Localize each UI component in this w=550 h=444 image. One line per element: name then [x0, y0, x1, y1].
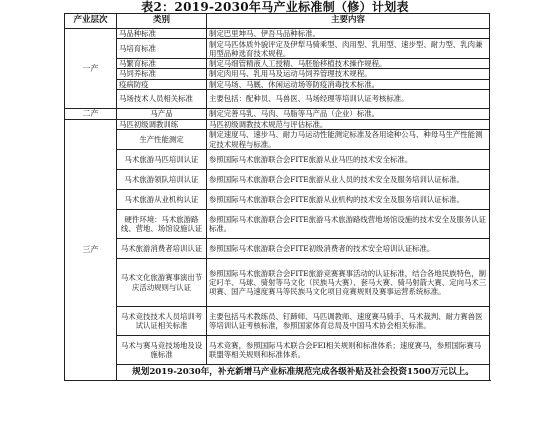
content-cell: 制定肉用马、乳用马及运动马饲养管理技术规程。 [207, 69, 490, 79]
category-cell: 马术竞技技术人员培训考试认证相关标准 [117, 307, 207, 336]
content-cell: 参照国际马术旅游联合会FITE旅游从业人员的技术安全及服务培训认证标准。 [207, 170, 490, 190]
header-category: 类别 [117, 14, 207, 29]
table-row [65, 39, 490, 59]
level-cell: 一产 [65, 29, 117, 109]
content-cell: 参照国际马术旅游联合会FITE初级消费者的技术安全培训认证标准。 [207, 239, 490, 259]
category-cell: 疫病防疫 [117, 79, 207, 89]
category-cell: 马饲养标准 [117, 69, 207, 79]
header-content: 主要内容 [207, 14, 490, 29]
content-cell: 制定速度马、速步马、耐力马运动性能测定标准及各用途种公马、种母马生产性能测定技术规程与标准。 [207, 130, 490, 150]
table-row [65, 170, 490, 190]
content-cell: 制定完善马乳、马肉、马脂等马产品（企业）标准。 [207, 108, 490, 119]
category-cell: 马术与赛马竞技场地及设施标准 [117, 336, 207, 365]
content-cell: 主要包括马术教练员、钉蹄师、马匹调教师、速度赛马骑手、马术裁判、耐力赛兽医等培训认证考核标准，参照国家体育总局及中国马术协会相关标准。 [207, 307, 490, 336]
header-level: 产业层次 [65, 14, 117, 29]
standards-plan-table [64, 13, 490, 381]
category-cell: 马术旅游从业机构认证 [117, 190, 207, 210]
level-cell: 二产 [65, 108, 117, 119]
table-row [65, 29, 490, 39]
content-cell: 马术竞赛，参照国际马术联合会FEI相关规则和标准体系；速度赛马，参照国际赛马联盟等相关规则和标准体系。 [207, 336, 490, 365]
table-row [65, 259, 490, 307]
table-footer-row [65, 365, 490, 381]
content-cell: 参照国际马术旅游联合会FITE旅游马术旅游路线营地场馆设施的技术安全及服务认证标准。 [207, 210, 490, 239]
table-row [65, 89, 490, 108]
category-cell: 马繁育标准 [117, 59, 207, 69]
content-cell: 主要包括：配种员、马兽医、马场经理等培训认证考核标准。 [207, 89, 490, 108]
category-cell: 马产品 [117, 108, 207, 119]
table-row [65, 69, 490, 79]
table-row [65, 239, 490, 259]
content-cell: 参照国际马术旅游联合会FITE旅游从业机构的技术安全及服务培训认证标准。 [207, 190, 490, 210]
category-cell: 生产性能测定 [117, 130, 207, 150]
table-row [65, 59, 490, 69]
category-cell: 马术旅游马匹培训认证 [117, 150, 207, 170]
category-cell: 马品种标准 [117, 29, 207, 39]
table-row [65, 210, 490, 239]
content-cell: 制定巴里坤马、伊吾马品种标准。 [207, 29, 490, 39]
level-cell: 三产 [65, 119, 117, 380]
table-title: 表2：2019-2030年马产业标准制（修）计划表 [141, 0, 409, 14]
table-row [65, 79, 490, 89]
table-row [65, 108, 490, 119]
content-cell: 马匹初级调教技术规范与评估标准。 [207, 119, 490, 129]
content-cell: 参照国际马术旅游联合会FITE旅游竞赛赛事活动的认证标准，结合各地民族特色，制定叼羊、马球、骑射等马文化（民族马大赛）、套马大赛、骑马射箭大赛、定向马术三项赛、国产马速度赛马等民族马文化项目竞赛规则及赛事运营系统标准。 [207, 259, 490, 307]
table-row [65, 307, 490, 336]
table-footer-note: 规划2019-2030年，补充新增马产业标准规范完成各级补贴及社会投资1500万元以上。 [117, 365, 490, 381]
table-header-row [65, 14, 490, 29]
category-cell: 马术旅游消费者培训认证 [117, 239, 207, 259]
category-cell: 硬件环境：马术旅游路线、营地、场馆设施认证 [117, 210, 207, 239]
table-row [65, 336, 490, 365]
content-cell: 制定马匹体质外貌评定及伊犁马骑乘型、肉用型、乳用型、速步型、耐力型、乳肉兼用型品种选育技术规程。 [207, 39, 490, 59]
category-cell: 马术旅游领队培训认证 [117, 170, 207, 190]
table-row [65, 190, 490, 210]
category-cell: 马术文化旅游赛事演出节庆活动规则与认证 [117, 259, 207, 307]
table-row [65, 150, 490, 170]
content-cell: 制定马细管精液人工授精、马胚胎移植技术操作规程。 [207, 59, 490, 69]
category-cell: 马匹初级调教训练 [117, 119, 207, 129]
table-row [65, 119, 490, 129]
content-cell: 制定马场、马厩、休闲运动场等防疫消毒技术标准。 [207, 79, 490, 89]
category-cell: 马培育标准 [117, 39, 207, 59]
content-cell: 参照国际马术旅游联合会FITE旅游从业马匹的技术安全标准。 [207, 150, 490, 170]
table-row [65, 130, 490, 150]
category-cell: 马场技术人员相关标准 [117, 89, 207, 108]
